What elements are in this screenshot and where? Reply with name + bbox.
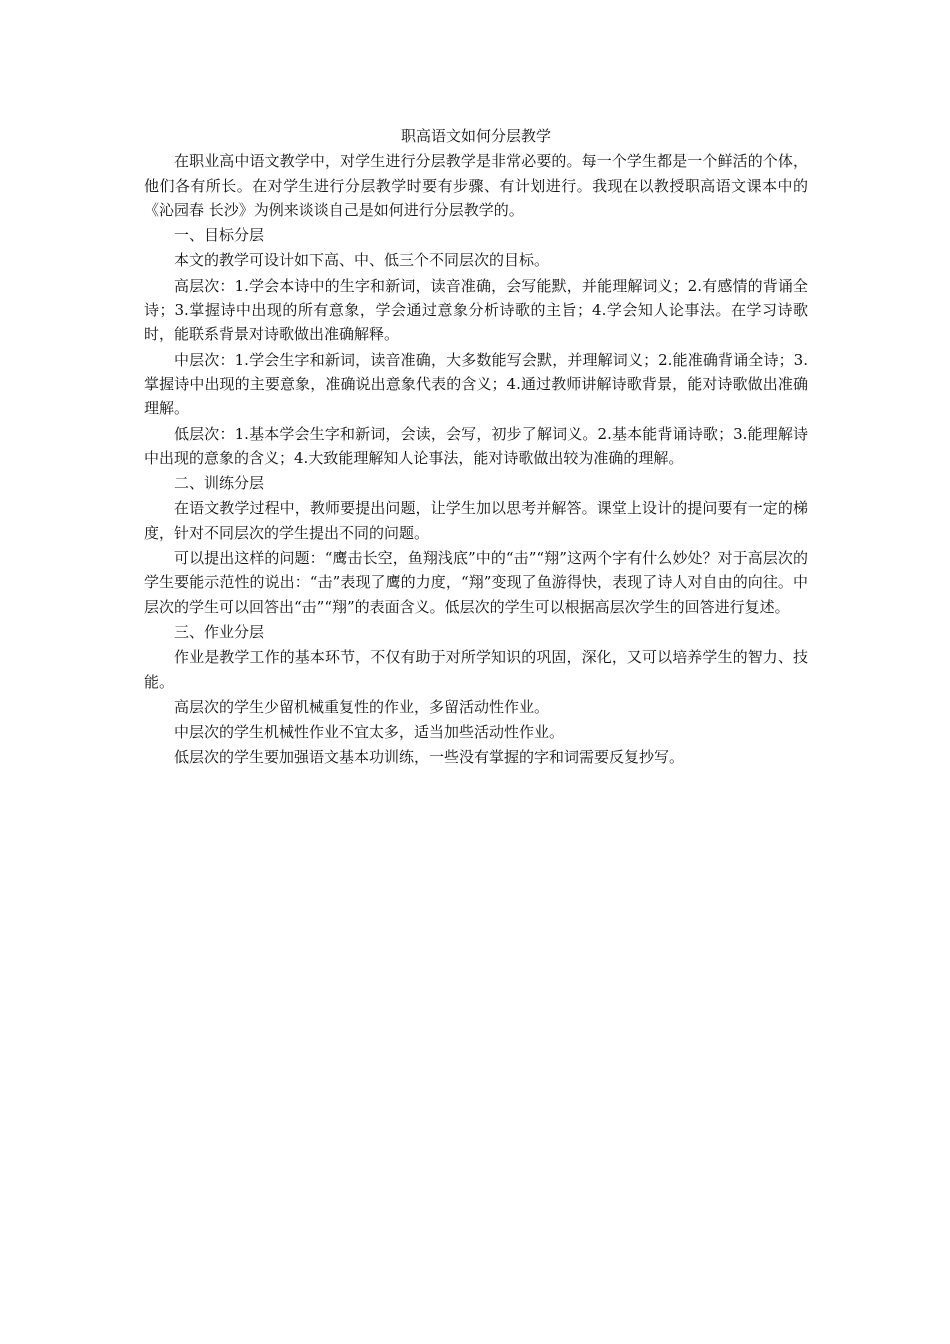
paragraph: 高层次的学生少留机械重复性的作业，多留活动性作业。 — [174, 697, 550, 716]
document-page — [144, 124, 808, 771]
paragraph: 中层次：1.学会生字和新词，读音准确，大多数能写会默，并理解词义；2.能准确背诵全诗；3.掌握诗中出现的主要意象，准确说出意象代表的含义；4.通过教师讲解诗歌背景，能对诗歌做出准确理解。 — [144, 350, 808, 418]
section-heading-goals: 一、目标分层 — [174, 226, 265, 245]
paragraph: 可以提出这样的问题：“鹰击长空，鱼翔浅底”中的“击”“翔”这两个字有什么妙处？对于高层次的学生要能示范性的说出：“击”表现了鹰的力度，“翔”变现了鱼游得快，表现了诗人对自由的向往。中层次的学生可以回答出“击”“翔”的表面含义。低层次的学生可以根据高层次学生的回答进行复述。 — [144, 549, 808, 616]
paragraph: 中层次的学生机械性作业不宜太多，适当加些活动性作业。 — [174, 723, 565, 742]
section-heading-training: 二、训练分层 — [174, 474, 265, 493]
paragraph: 低层次：1.基本学会生字和新词，会读，会写，初步了解词义。2.基本能背诵诗歌；3.能理解诗中出现的意象的含义；4.大致能理解知人论事法，能对诗歌做出较为准确的理解。 — [144, 424, 808, 467]
section-heading-homework: 三、作业分层 — [174, 622, 265, 641]
document-title: 职高语文如何分层教学 — [400, 127, 551, 145]
paragraph: 低层次的学生要加强语文基本功训练，一些没有掌握的字和词需要反复抄写。 — [174, 748, 685, 767]
paragraph: 本文的教学可设计如下高、中、低三个不同层次的目标。 — [174, 251, 550, 270]
paragraph: 高层次：1.学会本诗中的生字和新词，读音准确，会写能默，并能理解词义；2.有感情的背诵全诗；3.掌握诗中出现的所有意象，学会通过意象分析诗歌的主旨；4.学会知人论事法。在学习诗歌时，能联系背景对诗歌做出准确解释。 — [144, 276, 808, 344]
intro-paragraph: 在职业高中语文教学中，对学生进行分层教学是非常必要的。每一个学生都是一个鲜活的个体，他们各有所长。在对学生进行分层教学时要有步骤、有计划进行。我现在以教授职高语文课本中的《沁园春 长沙》为例来谈谈自己是如何进行分层教学的。 — [144, 152, 808, 219]
paragraph: 作业是教学工作的基本环节，不仅有助于对所学知识的巩固，深化，又可以培养学生的智力、技能。 — [144, 648, 808, 691]
paragraph: 在语文教学过程中，教师要提出问题，让学生加以思考并解答。课堂上设计的提问要有一定的梯度，针对不同层次的学生提出不同的问题。 — [144, 499, 808, 542]
